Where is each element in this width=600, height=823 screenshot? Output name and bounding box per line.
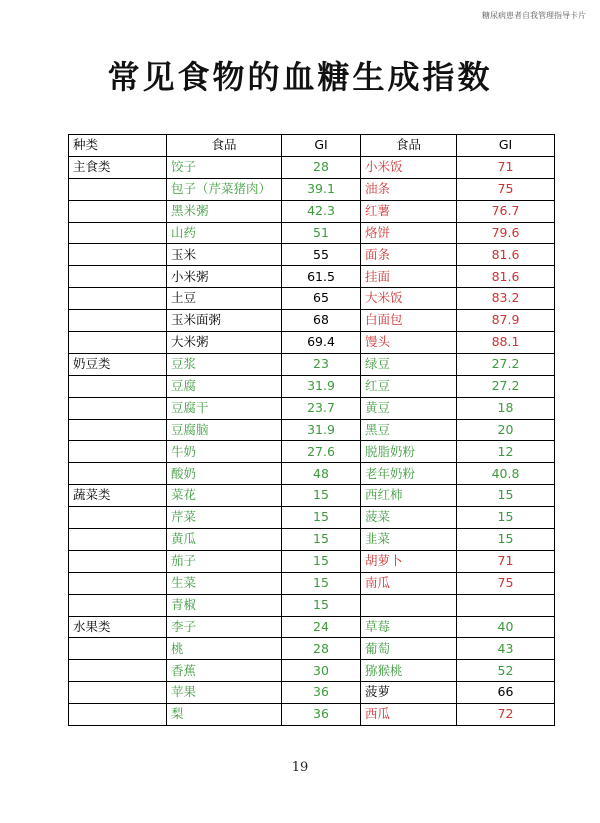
- table-row: [69, 463, 555, 485]
- food-cell-1: 饺子: [167, 156, 282, 178]
- gi-cell-2: 40.8: [457, 463, 555, 485]
- table-row: [69, 507, 555, 529]
- table-row: [69, 353, 555, 375]
- gi-table: [68, 134, 555, 726]
- food-cell-1: 梨: [167, 704, 282, 726]
- gi-cell-2: 71: [457, 156, 555, 178]
- food-cell-2: 胡萝卜: [361, 550, 457, 572]
- gi-cell-2: 52: [457, 660, 555, 682]
- gi-cell-1: 31.9: [282, 375, 361, 397]
- food-cell-2: 黄豆: [361, 397, 457, 419]
- header-note: 糖尿病患者自我管理指导卡片: [482, 11, 586, 20]
- food-cell-2: 黑豆: [361, 419, 457, 441]
- table-row: [69, 572, 555, 594]
- gi-cell-1: 23.7: [282, 397, 361, 419]
- category-cell: [69, 463, 167, 485]
- category-cell: [69, 682, 167, 704]
- gi-cell-1: 61.5: [282, 266, 361, 288]
- table-row: [69, 178, 555, 200]
- table-row: [69, 156, 555, 178]
- gi-cell-1: 68: [282, 310, 361, 332]
- gi-cell-1: 42.3: [282, 200, 361, 222]
- header-food-1: 食品: [167, 135, 282, 157]
- header-gi-1: GI: [282, 135, 361, 157]
- gi-cell-1: 36: [282, 704, 361, 726]
- page-title: 常见食物的血糖生成指数: [107, 58, 493, 96]
- food-cell-1: 菜花: [167, 485, 282, 507]
- food-cell-2: 馒头: [361, 332, 457, 354]
- gi-cell-2: 75: [457, 572, 555, 594]
- category-cell: 主食类: [69, 156, 167, 178]
- food-cell-2: 韭菜: [361, 529, 457, 551]
- food-cell-2: [361, 594, 457, 616]
- gi-cell-2: 18: [457, 397, 555, 419]
- gi-cell-1: 15: [282, 594, 361, 616]
- table-row: [69, 660, 555, 682]
- food-cell-2: 草莓: [361, 616, 457, 638]
- table-row: [69, 638, 555, 660]
- food-cell-1: 山药: [167, 222, 282, 244]
- category-cell: [69, 397, 167, 419]
- gi-cell-1: 55: [282, 244, 361, 266]
- category-cell: [69, 594, 167, 616]
- table-row: [69, 222, 555, 244]
- table-header-row: [69, 135, 555, 157]
- food-cell-1: 玉米: [167, 244, 282, 266]
- food-cell-2: 西红柿: [361, 485, 457, 507]
- gi-cell-2: 43: [457, 638, 555, 660]
- table-row: [69, 704, 555, 726]
- gi-cell-2: 15: [457, 485, 555, 507]
- food-cell-1: 豆腐干: [167, 397, 282, 419]
- gi-cell-2: 20: [457, 419, 555, 441]
- table-row: [69, 682, 555, 704]
- category-cell: [69, 375, 167, 397]
- category-cell: [69, 550, 167, 572]
- food-cell-1: 生菜: [167, 572, 282, 594]
- food-cell-2: 挂面: [361, 266, 457, 288]
- gi-cell-2: 15: [457, 529, 555, 551]
- gi-cell-1: 28: [282, 638, 361, 660]
- table-row: [69, 441, 555, 463]
- food-cell-1: 桃: [167, 638, 282, 660]
- food-cell-1: 土豆: [167, 288, 282, 310]
- gi-cell-1: 28: [282, 156, 361, 178]
- header-category: 种类: [69, 135, 167, 157]
- food-cell-2: 南瓜: [361, 572, 457, 594]
- gi-cell-2: 40: [457, 616, 555, 638]
- table-row: [69, 288, 555, 310]
- food-cell-2: 白面包: [361, 310, 457, 332]
- food-cell-1: 酸奶: [167, 463, 282, 485]
- gi-cell-2: 27.2: [457, 375, 555, 397]
- food-cell-2: 绿豆: [361, 353, 457, 375]
- category-cell: [69, 332, 167, 354]
- gi-cell-2: 83.2: [457, 288, 555, 310]
- gi-cell-1: 36: [282, 682, 361, 704]
- food-cell-2: 猕猴桃: [361, 660, 457, 682]
- gi-cell-1: 51: [282, 222, 361, 244]
- food-cell-1: 豆腐脑: [167, 419, 282, 441]
- table-row: [69, 332, 555, 354]
- table-row: [69, 594, 555, 616]
- food-cell-1: 香蕉: [167, 660, 282, 682]
- food-cell-1: 黑米粥: [167, 200, 282, 222]
- category-cell: 蔬菜类: [69, 485, 167, 507]
- gi-cell-2: 76.7: [457, 200, 555, 222]
- gi-cell-2: 72: [457, 704, 555, 726]
- food-cell-1: 大米粥: [167, 332, 282, 354]
- category-cell: [69, 244, 167, 266]
- gi-cell-2: 81.6: [457, 266, 555, 288]
- gi-cell-2: 75: [457, 178, 555, 200]
- food-cell-2: 油条: [361, 178, 457, 200]
- category-cell: [69, 660, 167, 682]
- food-cell-1: 牛奶: [167, 441, 282, 463]
- table-row: [69, 529, 555, 551]
- food-cell-2: 葡萄: [361, 638, 457, 660]
- table-row: [69, 375, 555, 397]
- gi-cell-1: 27.6: [282, 441, 361, 463]
- category-cell: [69, 266, 167, 288]
- food-cell-2: 脱脂奶粉: [361, 441, 457, 463]
- gi-cell-1: 15: [282, 572, 361, 594]
- gi-cell-2: 12: [457, 441, 555, 463]
- food-cell-1: 豆腐: [167, 375, 282, 397]
- food-cell-2: 大米饭: [361, 288, 457, 310]
- gi-cell-1: 15: [282, 507, 361, 529]
- food-cell-2: 红豆: [361, 375, 457, 397]
- food-cell-1: 青椒: [167, 594, 282, 616]
- gi-cell-1: 23: [282, 353, 361, 375]
- gi-cell-2: 81.6: [457, 244, 555, 266]
- category-cell: [69, 310, 167, 332]
- food-cell-1: 玉米面粥: [167, 310, 282, 332]
- category-cell: [69, 704, 167, 726]
- category-cell: [69, 441, 167, 463]
- gi-cell-2: 15: [457, 507, 555, 529]
- gi-cell-2: 27.2: [457, 353, 555, 375]
- food-cell-1: 芹菜: [167, 507, 282, 529]
- category-cell: 水果类: [69, 616, 167, 638]
- food-cell-1: 苹果: [167, 682, 282, 704]
- food-cell-1: 李子: [167, 616, 282, 638]
- category-cell: [69, 222, 167, 244]
- food-cell-2: 菠萝: [361, 682, 457, 704]
- food-cell-2: 烙饼: [361, 222, 457, 244]
- gi-cell-1: 15: [282, 529, 361, 551]
- page-number: 19: [291, 760, 309, 775]
- gi-cell-1: 65: [282, 288, 361, 310]
- gi-cell-1: 15: [282, 485, 361, 507]
- food-cell-2: 菠菜: [361, 507, 457, 529]
- category-cell: 奶豆类: [69, 353, 167, 375]
- category-cell: [69, 288, 167, 310]
- gi-cell-1: 39.1: [282, 178, 361, 200]
- gi-cell-1: 24: [282, 616, 361, 638]
- food-cell-2: 面条: [361, 244, 457, 266]
- gi-cell-1: 15: [282, 550, 361, 572]
- table-row: [69, 550, 555, 572]
- gi-cell-1: 48: [282, 463, 361, 485]
- gi-cell-1: 69.4: [282, 332, 361, 354]
- category-cell: [69, 178, 167, 200]
- table-row: [69, 485, 555, 507]
- category-cell: [69, 572, 167, 594]
- food-cell-1: 茄子: [167, 550, 282, 572]
- gi-cell-2: 88.1: [457, 332, 555, 354]
- food-cell-2: 西瓜: [361, 704, 457, 726]
- category-cell: [69, 529, 167, 551]
- table-row: [69, 244, 555, 266]
- food-cell-1: 包子（芹菜猪肉）: [167, 178, 282, 200]
- food-cell-1: 小米粥: [167, 266, 282, 288]
- gi-cell-2: [457, 594, 555, 616]
- header-food-2: 食品: [361, 135, 457, 157]
- food-cell-1: 黄瓜: [167, 529, 282, 551]
- category-cell: [69, 507, 167, 529]
- gi-cell-1: 30: [282, 660, 361, 682]
- food-cell-2: 小米饭: [361, 156, 457, 178]
- gi-cell-1: 31.9: [282, 419, 361, 441]
- table-row: [69, 200, 555, 222]
- gi-cell-2: 66: [457, 682, 555, 704]
- category-cell: [69, 419, 167, 441]
- gi-cell-2: 87.9: [457, 310, 555, 332]
- table-row: [69, 419, 555, 441]
- food-cell-1: 豆浆: [167, 353, 282, 375]
- category-cell: [69, 200, 167, 222]
- table-row: [69, 266, 555, 288]
- table-row: [69, 616, 555, 638]
- table-row: [69, 310, 555, 332]
- food-cell-2: 老年奶粉: [361, 463, 457, 485]
- header-gi-2: GI: [457, 135, 555, 157]
- table-row: [69, 397, 555, 419]
- category-cell: [69, 638, 167, 660]
- food-cell-2: 红薯: [361, 200, 457, 222]
- gi-cell-2: 79.6: [457, 222, 555, 244]
- gi-cell-2: 71: [457, 550, 555, 572]
